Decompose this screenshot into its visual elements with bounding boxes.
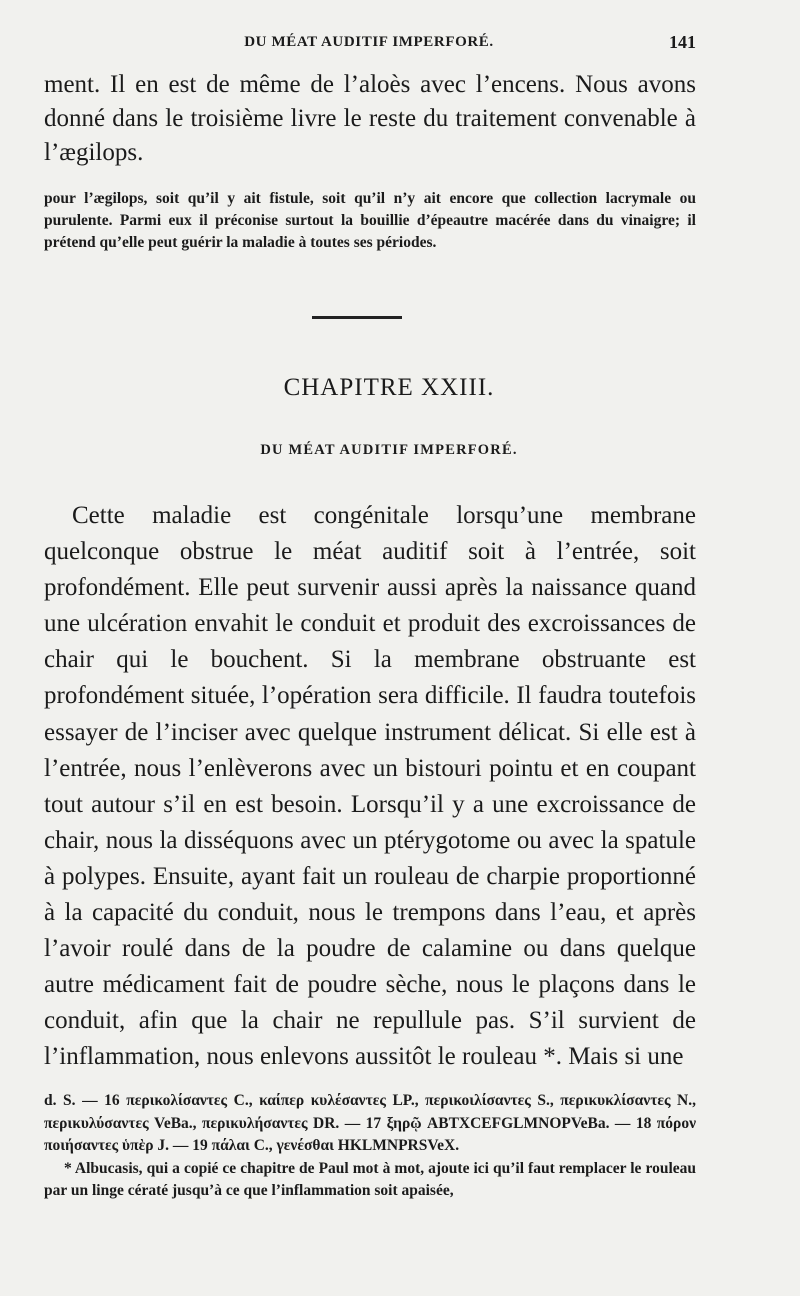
chapter-title: CHAPITRE XXIII. xyxy=(283,374,495,401)
variant-readings: d. S. — 16 περικολίσαντες C., καίπερ κυλέσαντες LP., περικοιλίσαντες S., περικυκλίσαντες N., περικυλύσαντες VeBa., περικυλήσαντες DR. — 17 ξηρῷ ABTXCEFGLMNOPVeBa. — 18 πόρον ποιήσαντες ὑπὲρ J. — 19 πάλαι C., γενέσθαι HKLMNPRSVeX. xyxy=(44,1092,696,1154)
carryover-paragraph xyxy=(44,68,696,170)
footnotes xyxy=(44,1090,696,1203)
carryover-text: ment. Il en est de même de l’aloès avec l’encens. Nous avons donné dans le troisième livre le reste du traitement convenable à l’ægilops. xyxy=(44,71,696,166)
star-footnote: * Albucasis, qui a copié ce chapitre de Paul mot à mot, ajoute ici qu’il faut remplacer le rouleau par un linge cératé jusqu’à ce que l’inflammation soit apaisée, xyxy=(44,1159,696,1199)
upper-footnote-text: pour l’ægilops, soit qu’il y ait fistule, soit qu’il n’y ait encore que collection lacrymale ou purulente. Parmi eux il préconise surtout la bouillie d’épeautre macérée dans du vinaigre; il prétend qu’elle peut guérir la maladie à toutes ses périodes. xyxy=(44,190,696,251)
page-number: 141 xyxy=(669,32,696,52)
upper-footnote xyxy=(44,188,696,254)
section-divider xyxy=(312,316,402,319)
running-head: DU MÉAT AUDITIF IMPERFORÉ. xyxy=(244,34,494,50)
chapter-paragraph: Cette maladie est congénitale lorsqu’une membrane quelconque obstrue le méat auditif soit à l’entrée, soit profondément. Elle peut survenir aussi après la naissance quand une ulcération envahit le conduit et produit des excroissances de chair qui le bouchent. Si la membrane obstruante est profondément située, l’opération sera difficile. Il faudra toutefois essayer de l’inciser avec quelque instrument délicat. Si elle est à l’entrée, nous l’enlèverons avec un bistouri pointu et en coupant tout autour s’il en est besoin. Lorsqu’il y a une excroissance de chair, nous la disséquons avec un ptérygotome ou avec la spatule à polypes. Ensuite, ayant fait un rouleau de charpie proportionné à la capacité du conduit, nous le trempons dans l’eau, et après l’avoir roulé dans de la poudre de calamine ou dans quelque autre médicament fait de poudre sèche, nous le plaçons dans le conduit, afin que la chair ne repullule pas. S’il survient de l’inflammation, nous enlevons aussitôt le rouleau *. Mais si une xyxy=(44,502,696,1071)
chapter-body xyxy=(44,498,696,1076)
chapter-subtitle: DU MÉAT AUDITIF IMPERFORÉ. xyxy=(260,442,518,458)
